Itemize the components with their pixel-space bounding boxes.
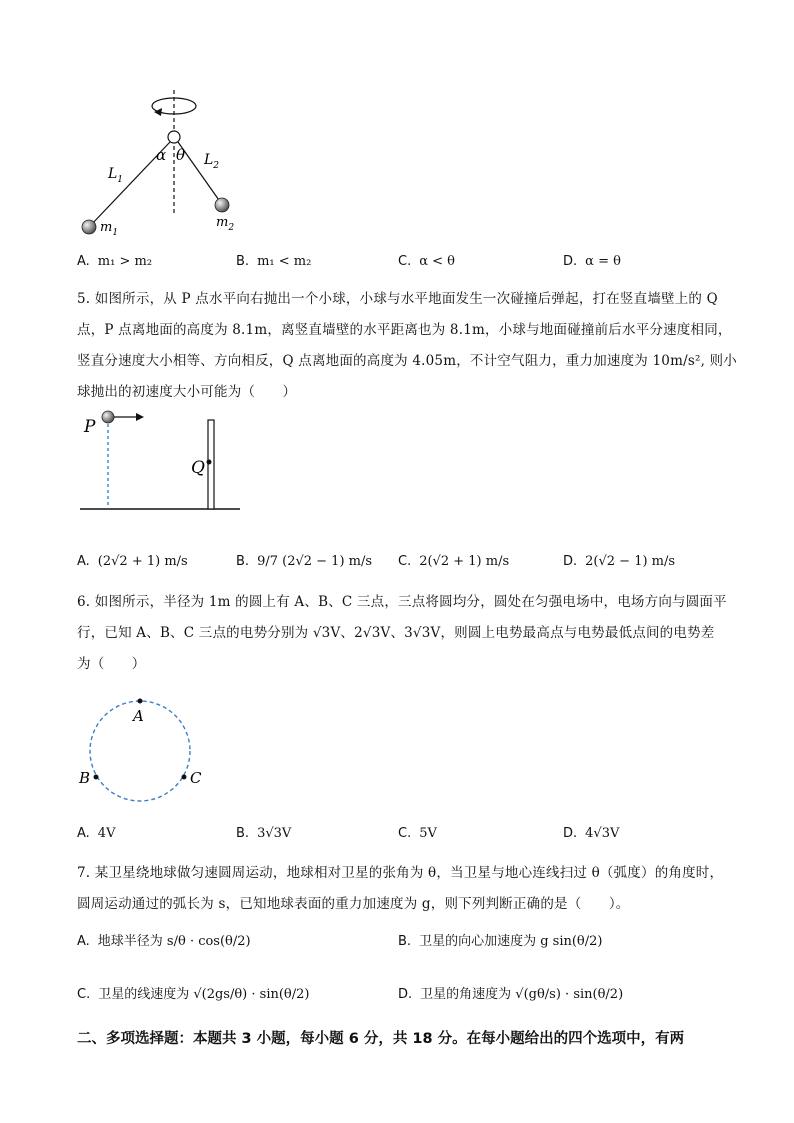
label-m1: $m_1$ [100,220,119,238]
q7-option-d: D. 卫星的角速度为 √(gθ/s) · sin(θ/2) [398,987,624,1002]
q5-line2: 点，P 点离地面的高度为 8.1m，离竖直墙壁的水平距离也为 8.1m，小球与地面碰撞前后水平分速度相同， [77,322,732,338]
label-theta: θ [176,146,186,164]
q4-option-d: D. α = θ [563,254,621,269]
q5-line4: 球抛出的初速度大小可能为（ ） [77,384,297,400]
ball-m2 [215,198,229,212]
q6-option-d: D. 4√3V [563,826,620,841]
q7-option-b: B. 卫星的向心加速度为 g sin(θ/2) [398,934,603,949]
q4-option-b: B. m₁ < m₂ [236,254,312,269]
q6-line1: 6. 如图所示，半径为 1m 的圆上有 A、B、C 三点，三点将圆均分，圆处在匀强电场中，电场方向与圆面平 [77,594,727,610]
label-P: P [84,417,96,437]
q6-line3: 为（ ） [77,656,146,672]
q5-option-c: C. 2(√2 + 1) m/s [398,554,510,569]
q7-stem [77,858,737,920]
label-L2: $L_2$ [204,152,220,171]
point-A [138,699,143,704]
q5-projectile-figure [78,408,248,516]
ball-m1 [82,220,96,234]
pivot [168,131,180,143]
q4-option-a: A. m₁ > m₂ [77,254,153,269]
q5-option-a: A. (2√2 + 1) m/s [77,554,188,569]
ball-P [102,411,114,423]
point-B [94,775,99,780]
q5-option-b: B. 9/7 (2√2 − 1) m/s [236,554,373,569]
point-C [182,775,187,780]
q6-line2: 行，已知 A、B、C 三点的电势分别为 √3V、2√3V、3√3V，则圆上电势最高点与电势最低点间的电势差 [77,625,715,641]
q5-option-d: D. 2(√2 − 1) m/s [563,554,676,569]
label-Q: Q [191,458,205,478]
label-L1: $L_1$ [108,166,124,185]
q6-circle-figure [74,694,214,814]
wall [208,420,214,509]
q7-option-c: C. 卫星的线速度为 √(2gs/θ) · sin(θ/2) [77,987,310,1002]
q7-option-a: A. 地球半径为 s/θ · cos(θ/2) [77,934,251,949]
point-Q [207,460,212,465]
q5-line1: 5. 如图所示，从 P 点水平向右抛出一个小球，小球与水平地面发生一次碰撞后弹起，打在竖直墙壁上的 Q [77,291,718,307]
label-B: B [79,769,91,787]
q5-stem [77,284,737,408]
q7-line2: 圆周运动通过的弧长为 s，已知地球表面的重力加速度为 g，则下列判断正确的是（ ）。 [77,896,630,912]
label-C: C [190,769,202,787]
label-alpha: α [156,146,167,164]
label-m2: $m_2$ [216,215,235,233]
rotation-arrow [154,108,162,116]
q6-option-a: A. 4V [77,826,116,841]
label-A: A [133,707,144,725]
q6-option-b: B. 3√3V [236,826,292,841]
q6-stem [77,587,737,680]
q5-line3: 竖直分速度大小相等、方向相反，Q 点离地面的高度为 4.05m，不计空气阻力，重力加速度为 10m/s², 则小 [77,353,737,369]
q4-pendulum-figure [70,90,260,250]
q6-option-c: C. 5V [398,826,437,841]
section2-heading: 二、多项选择题：本题共 3 小题，每小题 6 分，共 18 分。在每小题给出的四个选项中，有两 [77,1031,685,1047]
q4-option-c: C. α < θ [398,254,455,269]
q7-line1: 7. 某卫星绕地球做匀速圆周运动，地球相对卫星的张角为 θ，当卫星与地心连线扫过 θ（弧度）的角度时， [77,865,724,881]
